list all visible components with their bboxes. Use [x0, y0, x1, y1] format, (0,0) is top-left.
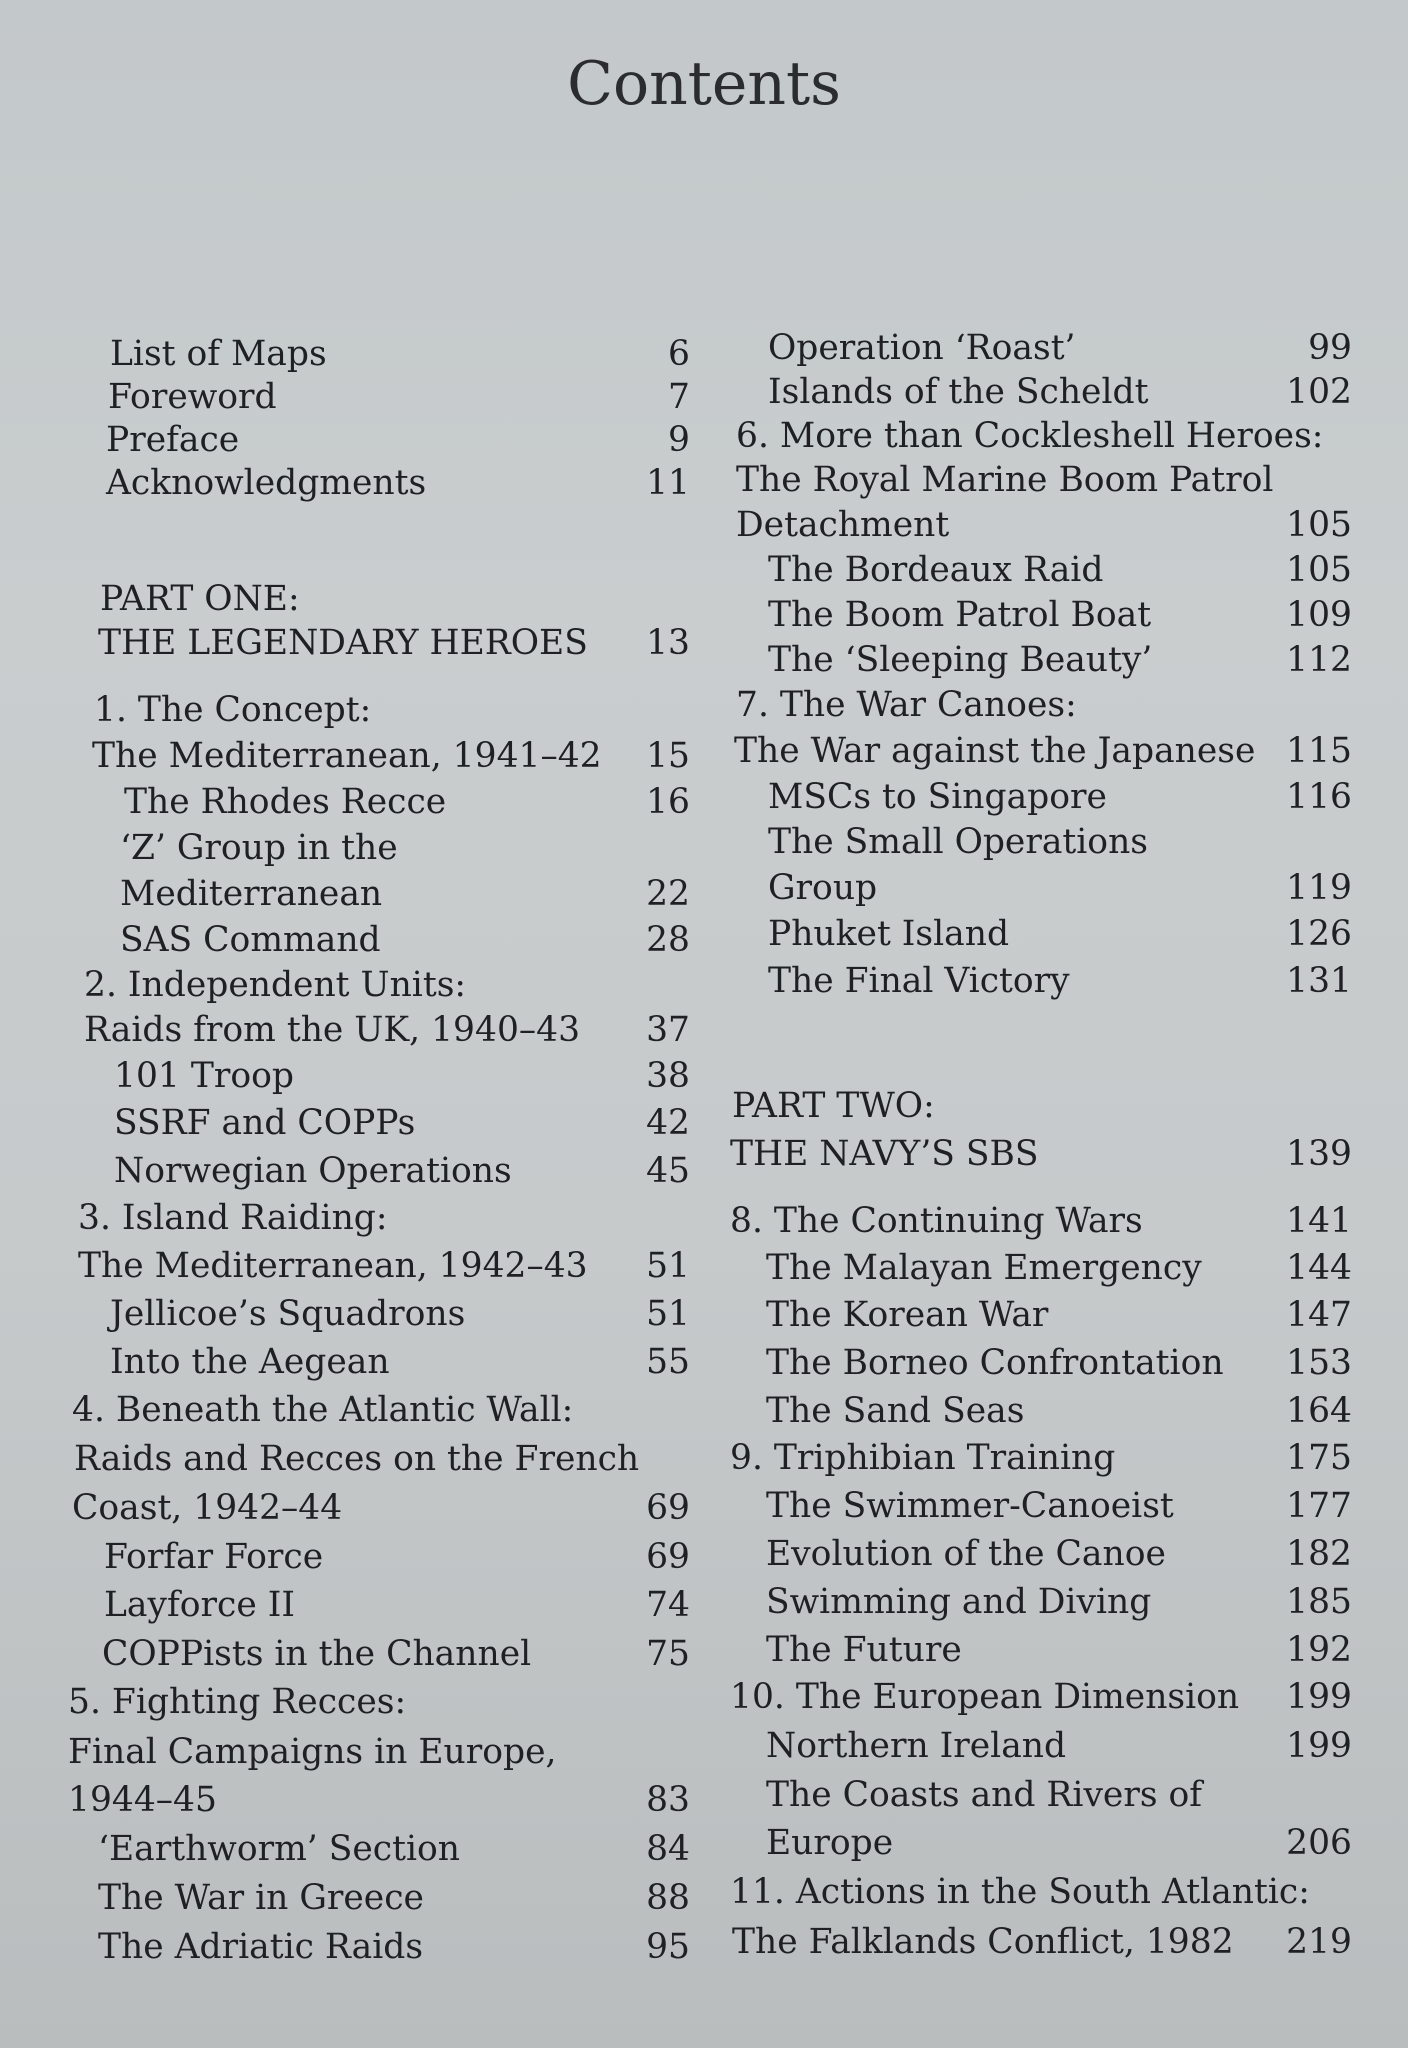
- entry-page-number: 38: [646, 1056, 690, 1096]
- left-column-entry: [120, 872, 382, 916]
- entry-title: Raids from the UK, 1940–43: [84, 1010, 581, 1050]
- left-column-entry: [104, 1535, 323, 1579]
- entry-page-number: 45: [646, 1151, 690, 1191]
- entry-title: THE NAVY’S SBS: [730, 1134, 1039, 1174]
- entry-title: Raids and Recces on the French: [74, 1439, 640, 1479]
- entry-title: The Future: [766, 1630, 962, 1670]
- right-column-entry: [766, 1293, 1048, 1337]
- left-column-entry: [114, 1149, 512, 1193]
- entry-title: 3. Island Raiding:: [78, 1198, 388, 1238]
- left-column-entry: [78, 1196, 388, 1240]
- entry-title: Preface: [106, 420, 240, 460]
- entry-title: ‘Z’ Group in the: [120, 828, 398, 868]
- entry-page-number: 6: [668, 334, 690, 374]
- entry-title: MSCs to Singapore: [768, 777, 1107, 817]
- left-column-entry: [92, 734, 602, 778]
- entry-title: The Mediterranean, 1941–42: [92, 736, 602, 776]
- entry-page-number: 112: [1286, 640, 1352, 680]
- left-column-entry: [98, 1827, 460, 1871]
- left-column-entry: [102, 1632, 531, 1676]
- entry-page-number: 153: [1286, 1343, 1352, 1383]
- entry-title: The Final Victory: [768, 961, 1070, 1001]
- entry-page-number: 177: [1286, 1486, 1352, 1526]
- left-column-entry: [114, 1101, 415, 1145]
- entry-page-number: 175: [1286, 1438, 1352, 1478]
- right-column-entry: [730, 1132, 1039, 1176]
- entry-title: Northern Ireland: [766, 1726, 1067, 1766]
- left-column-entry: [110, 1340, 390, 1384]
- entry-page-number: 105: [1286, 550, 1352, 590]
- entry-page-number: 139: [1286, 1134, 1352, 1174]
- entry-page-number: 11: [646, 463, 690, 503]
- left-column-entry: [98, 1925, 423, 1969]
- right-column-entry: [768, 638, 1152, 682]
- entry-title: 8. The Continuing Wars: [730, 1201, 1143, 1241]
- entry-title: Norwegian Operations: [114, 1151, 512, 1191]
- entry-page-number: 199: [1286, 1726, 1352, 1766]
- left-column-entry: [94, 688, 371, 732]
- entry-title: The Royal Marine Boom Patrol: [736, 460, 1274, 500]
- left-column-entry: [72, 1486, 342, 1530]
- entry-title: Final Campaigns in Europe,: [68, 1732, 557, 1772]
- right-column-entry: [732, 1920, 1234, 1964]
- entry-title: Mediterranean: [120, 874, 383, 914]
- entry-page-number: 105: [1286, 505, 1352, 545]
- left-column-entry: [120, 918, 381, 962]
- right-column-entry: [766, 1628, 962, 1672]
- entry-title: Foreword: [108, 377, 277, 417]
- entry-title: 6. More than Cockleshell Heroes:: [736, 416, 1324, 456]
- entry-page-number: 144: [1286, 1248, 1352, 1288]
- entry-title: 11. Actions in the South Atlantic:: [730, 1872, 1310, 1912]
- entry-title: The Swimmer-Canoeist: [766, 1486, 1174, 1526]
- left-column-entry: [84, 1008, 580, 1052]
- left-column-entry: [72, 1388, 573, 1432]
- left-column-entry: [68, 1730, 556, 1774]
- right-column-entry: [766, 1246, 1202, 1290]
- entry-title: PART ONE:: [100, 579, 300, 619]
- right-column-entry: [736, 503, 949, 547]
- entry-title: The Borneo Confrontation: [766, 1343, 1224, 1383]
- right-column-entry: [768, 959, 1070, 1003]
- entry-title: The ‘Sleeping Beauty’: [768, 640, 1153, 680]
- left-column-entry: [110, 1292, 465, 1336]
- entry-title: Coast, 1942–44: [72, 1488, 343, 1528]
- left-column-entry: [124, 780, 446, 824]
- entry-title: The Sand Seas: [766, 1391, 1025, 1431]
- entry-page-number: 115: [1286, 731, 1352, 771]
- entry-page-number: 7: [668, 377, 690, 417]
- entry-title: Islands of the Scheldt: [768, 372, 1149, 412]
- entry-title: Jellicoe’s Squadrons: [110, 1294, 466, 1334]
- entry-page-number: 75: [646, 1634, 690, 1674]
- left-column-entry: [100, 577, 300, 621]
- right-column-entry: [732, 1084, 935, 1128]
- entry-page-number: 131: [1286, 961, 1352, 1001]
- entry-title: 5. Fighting Recces:: [68, 1682, 407, 1722]
- entry-page-number: 83: [646, 1780, 690, 1820]
- entry-title: List of Maps: [110, 334, 327, 374]
- entry-title: Evolution of the Canoe: [766, 1534, 1166, 1574]
- right-column-entry: [768, 912, 1009, 956]
- entry-page-number: 16: [646, 782, 690, 822]
- right-column-entry: [734, 729, 1255, 773]
- entry-page-number: 37: [646, 1010, 690, 1050]
- entry-page-number: 95: [646, 1927, 690, 1967]
- entry-page-number: 116: [1286, 777, 1352, 817]
- left-column-entry: [78, 1244, 588, 1288]
- entry-title: The Boom Patrol Boat: [768, 595, 1152, 635]
- entry-title: THE LEGENDARY HEROES: [98, 623, 588, 663]
- entry-title: Group: [768, 868, 878, 908]
- entry-title: Europe: [766, 1823, 894, 1863]
- left-column-entry: [84, 963, 466, 1007]
- left-column-entry: [120, 826, 398, 870]
- entry-page-number: 42: [646, 1103, 690, 1143]
- entry-title: The Falklands Conflict, 1982: [732, 1922, 1234, 1962]
- entry-title: PART TWO:: [732, 1086, 935, 1126]
- entry-page-number: 102: [1286, 372, 1352, 412]
- right-column-entry: [766, 1532, 1166, 1576]
- right-column-entry: [768, 866, 877, 910]
- entry-title: Detachment: [736, 505, 950, 545]
- right-column-entry: [730, 1675, 1239, 1719]
- entry-title: The Rhodes Recce: [124, 782, 447, 822]
- right-column-entry: [766, 1484, 1174, 1528]
- right-column-entry: [768, 370, 1148, 414]
- right-column-entry: [730, 1870, 1310, 1914]
- entry-title: COPPists in the Channel: [102, 1634, 532, 1674]
- entry-title: Acknowledgments: [106, 463, 427, 503]
- left-column-entry: [68, 1778, 217, 1822]
- entry-page-number: 147: [1286, 1295, 1352, 1335]
- entry-page-number: 206: [1286, 1823, 1352, 1863]
- entry-title: Layforce II: [104, 1585, 295, 1625]
- entry-page-number: 185: [1286, 1582, 1352, 1622]
- entry-page-number: 28: [646, 920, 690, 960]
- right-column-entry: [766, 1821, 893, 1865]
- entry-title: ‘Earthworm’ Section: [98, 1829, 460, 1869]
- entry-title: Into the Aegean: [110, 1342, 390, 1382]
- right-column-entry: [766, 1580, 1151, 1624]
- entry-page-number: 69: [646, 1488, 690, 1528]
- left-column-entry: [106, 418, 239, 462]
- entry-title: Phuket Island: [768, 914, 1010, 954]
- entry-title: 9. Triphibian Training: [730, 1438, 1116, 1478]
- entry-page-number: 182: [1286, 1534, 1352, 1574]
- entry-title: 10. The European Dimension: [730, 1677, 1240, 1717]
- entry-page-number: 126: [1286, 914, 1352, 954]
- entry-page-number: 109: [1286, 595, 1352, 635]
- entry-page-number: 69: [646, 1537, 690, 1577]
- right-column-entry: [730, 1436, 1115, 1480]
- left-column-entry: [110, 332, 327, 376]
- right-column-entry: [768, 548, 1103, 592]
- entry-title: 2. Independent Units:: [84, 965, 467, 1005]
- entry-page-number: 99: [1308, 328, 1352, 368]
- entry-title: Forfar Force: [104, 1537, 324, 1577]
- entry-title: 7. The War Canoes:: [736, 685, 1077, 725]
- right-column-entry: [768, 820, 1148, 864]
- entry-page-number: 15: [646, 736, 690, 776]
- right-column-entry: [766, 1341, 1224, 1385]
- right-column-entry: [766, 1389, 1024, 1433]
- entry-title: The Small Operations: [768, 822, 1149, 862]
- left-column-entry: [114, 1054, 294, 1098]
- right-column-entry: [730, 1199, 1143, 1243]
- entry-title: 1. The Concept:: [94, 690, 372, 730]
- right-column-entry: [768, 593, 1151, 637]
- entry-title: The Mediterranean, 1942–43: [78, 1246, 588, 1286]
- left-column-entry: [108, 375, 277, 419]
- entry-title: 101 Troop: [114, 1056, 294, 1096]
- entry-page-number: 51: [646, 1246, 690, 1286]
- right-column-entry: [736, 414, 1323, 458]
- entry-page-number: 119: [1286, 868, 1352, 908]
- right-column-entry: [766, 1773, 1202, 1817]
- entry-title: Swimming and Diving: [766, 1582, 1152, 1622]
- entry-title: The Coasts and Rivers of: [766, 1775, 1203, 1815]
- entry-page-number: 164: [1286, 1391, 1352, 1431]
- entry-page-number: 84: [646, 1829, 690, 1869]
- right-column-entry: [736, 458, 1273, 502]
- entry-title: The Korean War: [766, 1295, 1049, 1335]
- entry-page-number: 9: [668, 420, 690, 460]
- entry-page-number: 199: [1286, 1677, 1352, 1717]
- entry-page-number: 141: [1286, 1201, 1352, 1241]
- entry-page-number: 88: [646, 1878, 690, 1918]
- left-column-entry: [104, 1583, 295, 1627]
- entry-title: The Bordeaux Raid: [768, 550, 1104, 590]
- entry-title: SAS Command: [120, 920, 381, 960]
- entry-title: The War in Greece: [98, 1878, 424, 1918]
- page-title: Contents: [567, 49, 841, 119]
- left-column-entry: [68, 1680, 406, 1724]
- entry-page-number: 192: [1286, 1630, 1352, 1670]
- entry-page-number: 51: [646, 1294, 690, 1334]
- right-column-entry: [766, 1724, 1066, 1768]
- right-column-entry: [768, 326, 1076, 370]
- entry-title: SSRF and COPPs: [114, 1103, 416, 1143]
- left-column-entry: [106, 461, 426, 505]
- entry-title: Operation ‘Roast’: [768, 328, 1076, 368]
- left-column-entry: [74, 1437, 639, 1481]
- entry-page-number: 55: [646, 1342, 690, 1382]
- entry-page-number: 22: [646, 874, 690, 914]
- entry-title: The Adriatic Raids: [98, 1927, 424, 1967]
- entry-title: The Malayan Emergency: [766, 1248, 1202, 1288]
- left-column-entry: [98, 621, 588, 665]
- entry-page-number: 13: [646, 623, 690, 663]
- right-column-entry: [768, 775, 1107, 819]
- entry-title: 4. Beneath the Atlantic Wall:: [72, 1390, 574, 1430]
- left-column-entry: [98, 1876, 424, 1920]
- right-column-entry: [736, 683, 1077, 727]
- entry-page-number: 219: [1286, 1922, 1352, 1962]
- entry-title: 1944–45: [68, 1780, 217, 1820]
- entry-page-number: 74: [646, 1585, 690, 1625]
- entry-title: The War against the Japanese: [734, 731, 1256, 771]
